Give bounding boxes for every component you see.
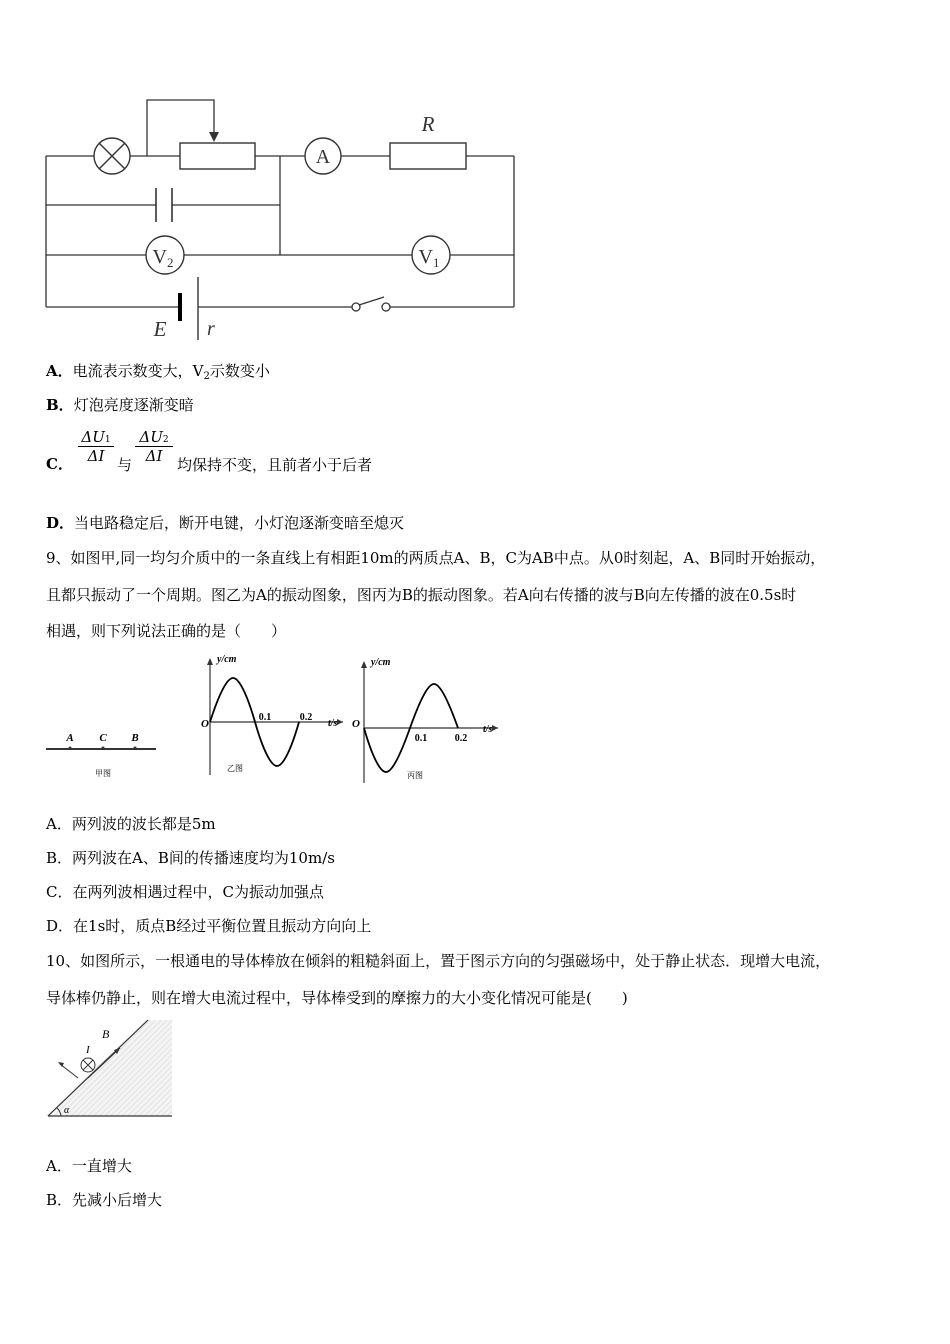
- figure-jia: [40, 725, 165, 785]
- q9-option-a: A．两列波的波长都是5m: [46, 815, 216, 833]
- svg-text:t/s: t/s: [328, 718, 338, 729]
- rheostat: [180, 143, 255, 169]
- q8-option-c-and: 与: [117, 456, 133, 474]
- q8-option-c-text: 均保持不变，且前者小于后者: [177, 456, 373, 474]
- svg-text:V2: $V_2$: [152, 246, 174, 270]
- svg-text:O: O: [201, 718, 209, 730]
- q9-option-c: C．在两列波相遇过程中，C为振动加强点: [46, 883, 324, 901]
- q10-option-a: A．一直增大: [46, 1157, 132, 1175]
- svg-text:0.1: 0.1: [258, 712, 272, 723]
- svg-text:0.1: 0.1: [414, 733, 428, 744]
- ammeter: [305, 138, 341, 174]
- svg-text:丙图: 丙图: [407, 771, 423, 780]
- svg-text:乙图: 乙图: [227, 764, 243, 773]
- label-R: R: [421, 112, 435, 136]
- figure-bing-vibration-b: [350, 655, 510, 785]
- fraction-du1-di: $\frac{\Delta U1}{\Delta I}$: [78, 428, 114, 465]
- svg-text:A: A: [315, 146, 331, 168]
- q10-stem-line-2: 导体棒仍静止，则在增大电流过程中，导体棒受到的摩擦力的大小变化情况可能是( ): [46, 989, 628, 1007]
- slider-arrow: [209, 132, 219, 142]
- lamp: [94, 138, 130, 174]
- q8-option-c-letter: C．: [46, 455, 73, 473]
- q8-option-d: D．当电路稳定后，断开电键，小灯泡逐渐变暗至熄灭: [46, 514, 405, 532]
- q8-option-a: A．电流表示数变大，$V_2$示数变小: [46, 362, 270, 382]
- circuit-diagram: [0, 90, 540, 350]
- svg-text:C: C: [99, 732, 107, 744]
- q9-stem-line-3: 相遇，则下列说法正确的是（ ）: [46, 622, 287, 640]
- fraction-du2-di: $\frac{\Delta U2}{\Delta I}$: [135, 428, 173, 465]
- voltmeter-v2: [146, 236, 184, 274]
- voltmeter-v1: [412, 236, 450, 274]
- label-E: E: [153, 317, 167, 341]
- battery: [180, 277, 198, 340]
- svg-text:t/s: t/s: [483, 724, 493, 735]
- incline-figure: [44, 1018, 174, 1120]
- svg-text:0.2: 0.2: [454, 733, 468, 744]
- svg-text:B: B: [131, 732, 139, 744]
- q9-option-d: D．在1s时，质点B经过平衡位置且振动方向向上: [46, 917, 372, 935]
- q10-stem-line-1: 10、如图所示，一根通电的导体棒放在倾斜的粗糙斜面上，置于图示方向的匀强磁场中，处于静止状态．现增大电流，: [46, 952, 831, 970]
- svg-text:0.2: 0.2: [299, 712, 313, 723]
- q9-option-b: B．两列波在A、B间的传播速度均为10m/s: [46, 849, 335, 867]
- svg-text:甲图: 甲图: [95, 769, 111, 778]
- q9-stem-line-1: 9、如图甲,同一均匀介质中的一条直线上有相距10m的两质点A、B，C为AB中点。从0时刻起，A、B同时开始振动，: [46, 549, 826, 567]
- svg-text:y/cm: y/cm: [371, 657, 391, 668]
- switch: [352, 297, 390, 311]
- svg-text:A: A: [66, 732, 74, 744]
- figure-yi-vibration-a: [195, 650, 350, 780]
- svg-text:O: O: [352, 718, 360, 730]
- q10-option-b: B．先减小后增大: [46, 1191, 163, 1209]
- label-r: r: [207, 318, 215, 340]
- svg-text:α: α: [64, 1105, 70, 1116]
- q9-stem-line-2: 且都只振动了一个周期。图乙为A的振动图象，图丙为B的振动图象。若A向右传播的波与B向左传播的波在0.5s时: [46, 586, 797, 604]
- q8-option-b: B．灯泡亮度逐渐变暗: [46, 396, 194, 414]
- svg-text:V1: $V_1$: [418, 246, 440, 270]
- capacitor: [156, 188, 172, 222]
- svg-text:y/cm: y/cm: [217, 654, 237, 665]
- svg-text:I: I: [86, 1044, 90, 1056]
- resistor-R: [390, 143, 466, 169]
- svg-text:B: B: [102, 1027, 110, 1041]
